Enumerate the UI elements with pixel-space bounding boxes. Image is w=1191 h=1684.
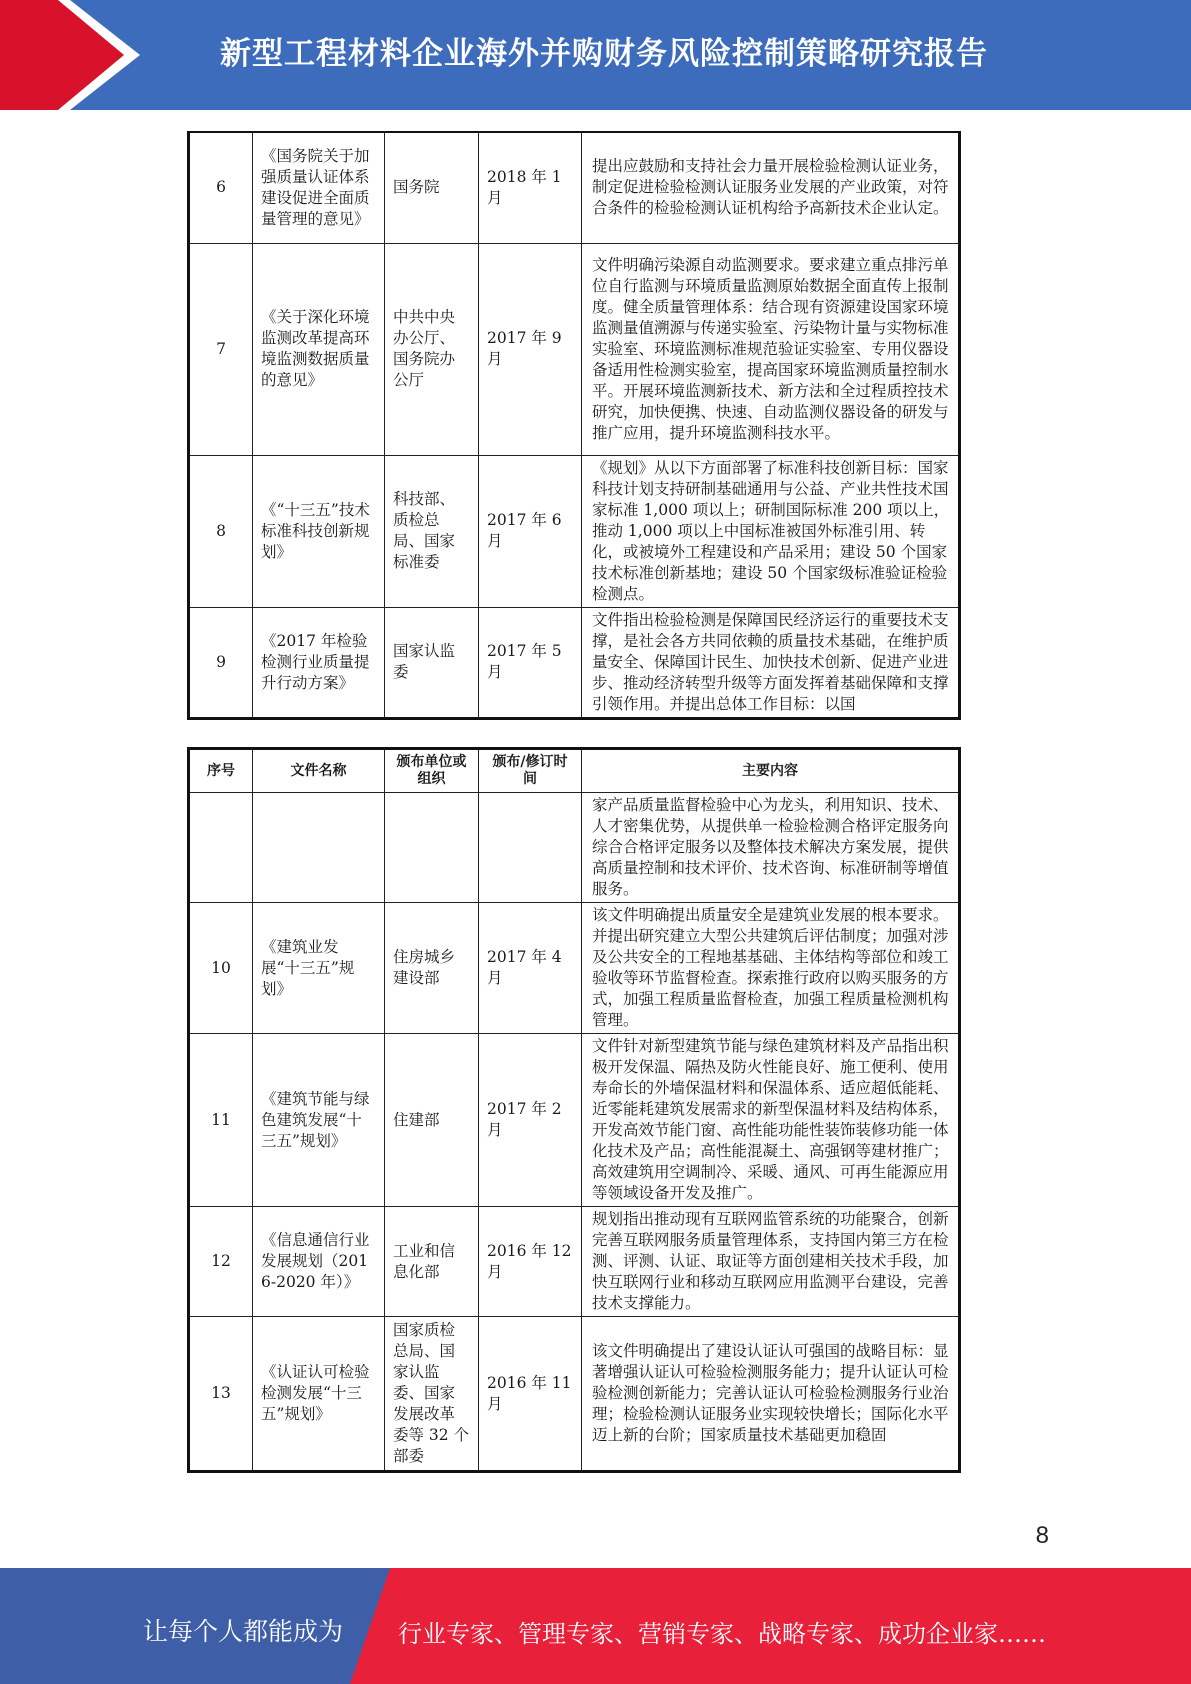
- document-name: [253, 793, 385, 903]
- issuer: [385, 793, 479, 903]
- main-content: 《规划》从以下方面部署了标准科技创新目标：国家科技计划支持研制基础通用与公益、产业共性技术国家标准 1,000 项以上；研制国际标准 200 项以上，推动 1,000 项以上中国标准被国外标准引用、转化，或被境外工程建设和产品采用；建设 50 个国家技术标准创新基地；建设 50 个国家级标准验证检验检测点。: [582, 455, 960, 607]
- issuer: 中共中央办公厅、国务院办公厅: [385, 243, 479, 455]
- report-title: 新型工程材料企业海外并购财务风险控制策略研究报告: [220, 36, 988, 72]
- row-number: 11: [189, 1034, 253, 1207]
- issuer: 国家认监委: [385, 607, 479, 718]
- table-row: [189, 793, 960, 903]
- main-content: 该文件明确提出质量安全是建筑业发展的根本要求。并提出研究建立大型公共建筑后评估制度；加强对涉及公共安全的工程地基基础、主体结构等部位和竣工验收等环节监督检查。探索推行政府以购买服务的方式，加强工程质量监督检查，加强工程质量检测机构管理。: [582, 903, 960, 1034]
- table-row: [189, 132, 960, 243]
- document-name: 《信息通信行业发展规划（2016-2020 年）》: [253, 1207, 385, 1317]
- row-number: 8: [189, 455, 253, 607]
- row-number: 13: [189, 1317, 253, 1472]
- page-footer: [0, 1568, 1191, 1684]
- header-arrow-decoration: [0, 0, 150, 110]
- table-row: [189, 607, 960, 718]
- header-no: 序号: [189, 749, 253, 793]
- issue-date: [479, 793, 582, 903]
- main-content: 该文件明确提出了建设认证认可强国的战略目标：显著增强认证认可检验检测服务能力；提升认证认可检验检测创新能力；完善认证认可检验检测服务行业治理；检验检测认证服务业实现较快增长；国际化水平迈上新的台阶；国家质量技术基础更加稳固: [582, 1317, 960, 1472]
- issuer: 国务院: [385, 132, 479, 243]
- header-issuer: 颁布单位或组织: [385, 749, 479, 793]
- row-number: 7: [189, 243, 253, 455]
- issuer: 国家质检总局、国家认监委、国家发展改革委等 32 个部委: [385, 1317, 479, 1472]
- issuer: 住房城乡建设部: [385, 903, 479, 1034]
- header-name: 文件名称: [253, 749, 385, 793]
- issue-date: 2017 年 2 月: [479, 1034, 582, 1207]
- row-number: 10: [189, 903, 253, 1034]
- table-header-row: [189, 749, 960, 793]
- page-header: [0, 0, 1191, 110]
- table-row: [189, 243, 960, 455]
- page-number: 8: [1035, 1522, 1049, 1549]
- row-number: 9: [189, 607, 253, 718]
- document-name: 《认证认可检验检测发展“十三五”规划》: [253, 1317, 385, 1472]
- issue-date: 2017 年 5 月: [479, 607, 582, 718]
- issue-date: 2018 年 1 月: [479, 132, 582, 243]
- main-content: 家产品质量监督检验中心为龙头，利用知识、技术、人才密集优势，从提供单一检验检测合格评定服务向综合合格评定服务以及整体技术解决方案发展，提供高质量控制和技术评价、技术咨询、标准研制等增值服务。: [582, 793, 960, 903]
- issuer: 工业和信息化部: [385, 1207, 479, 1317]
- table-row: [189, 455, 960, 607]
- main-content: 文件明确污染源自动监测要求。要求建立重点排污单位自行监测与环境质量监测原始数据全面直传上报制度。健全质量管理体系：结合现有资源建设国家环境监测量值溯源与传递实验室、污染物计量与实物标准实验室、环境监测标准规范验证实验室、专用仪器设备适用性检测实验室，提高国家环境监测质量控制水平。开展环境监测新技术、新方法和全过程质控技术研究，加快便携、快速、自动监测仪器设备的研发与推广应用，提升环境监测科技水平。: [582, 243, 960, 455]
- row-number: [189, 793, 253, 903]
- row-number: 6: [189, 132, 253, 243]
- table-row: [189, 1207, 960, 1317]
- policy-table-continued: [187, 131, 961, 720]
- issuer: 科技部、质检总局、国家标准委: [385, 455, 479, 607]
- table-row: [189, 1317, 960, 1472]
- document-name: 《国务院关于加强质量认证体系建设促进全面质量管理的意见》: [253, 132, 385, 243]
- issue-date: 2016 年 11 月: [479, 1317, 582, 1472]
- header-date: 颁布/修订时间: [479, 749, 582, 793]
- table-row: [189, 1034, 960, 1207]
- footer-slogan-right: 行业专家、管理专家、营销专家、战略专家、成功企业家……: [398, 1620, 1046, 1648]
- row-number: 12: [189, 1207, 253, 1317]
- main-content: 提出应鼓励和支持社会力量开展检验检测认证业务，制定促进检验检测认证服务业发展的产业政策，对符合条件的检验检测认证机构给予高新技术企业认定。: [582, 132, 960, 243]
- document-name: 《2017 年检验检测行业质量提升行动方案》: [253, 607, 385, 718]
- document-name: 《“十三五”技术标准科技创新规划》: [253, 455, 385, 607]
- document-name: 《关于深化环境监测改革提高环境监测数据质量的意见》: [253, 243, 385, 455]
- issue-date: 2017 年 6 月: [479, 455, 582, 607]
- main-content: 规划指出推动现有互联网监管系统的功能聚合，创新完善互联网服务质量管理体系，支持国内第三方在检测、评测、认证、取证等方面创建相关技术手段，加快互联网行业和移动互联网应用监测平台建设，完善技术支撑能力。: [582, 1207, 960, 1317]
- policy-table: [187, 747, 961, 1473]
- footer-slogan-left: 让每个人都能成为: [143, 1617, 344, 1646]
- main-content: 文件针对新型建筑节能与绿色建筑材料及产品指出积极开发保温、隔热及防火性能良好、施工便利、使用寿命长的外墙保温材料和保温体系、适应超低能耗、近零能耗建筑发展需求的新型保温材料及结构体系，开发高效节能门窗、高性能功能性装饰装修功能一体化技术及产品；高性能混凝土、高强钢等建材推广；高效建筑用空调制冷、采暖、通风、可再生能源应用等领域设备开发及推广。: [582, 1034, 960, 1207]
- document-name: 《建筑业发展“十三五”规划》: [253, 903, 385, 1034]
- issue-date: 2017 年 9 月: [479, 243, 582, 455]
- document-name: 《建筑节能与绿色建筑发展“十三五”规划》: [253, 1034, 385, 1207]
- main-content: 文件指出检验检测是保障国民经济运行的重要技术支撑，是社会各方共同依赖的质量技术基础，在维护质量安全、保障国计民生、加快技术创新、促进产业进步、推动经济转型升级等方面发挥着基础保障和支撑引领作用。并提出总体工作目标：以国: [582, 607, 960, 718]
- issue-date: 2016 年 12 月: [479, 1207, 582, 1317]
- table-row: [189, 903, 960, 1034]
- issue-date: 2017 年 4 月: [479, 903, 582, 1034]
- header-content: 主要内容: [582, 749, 960, 793]
- issuer: 住建部: [385, 1034, 479, 1207]
